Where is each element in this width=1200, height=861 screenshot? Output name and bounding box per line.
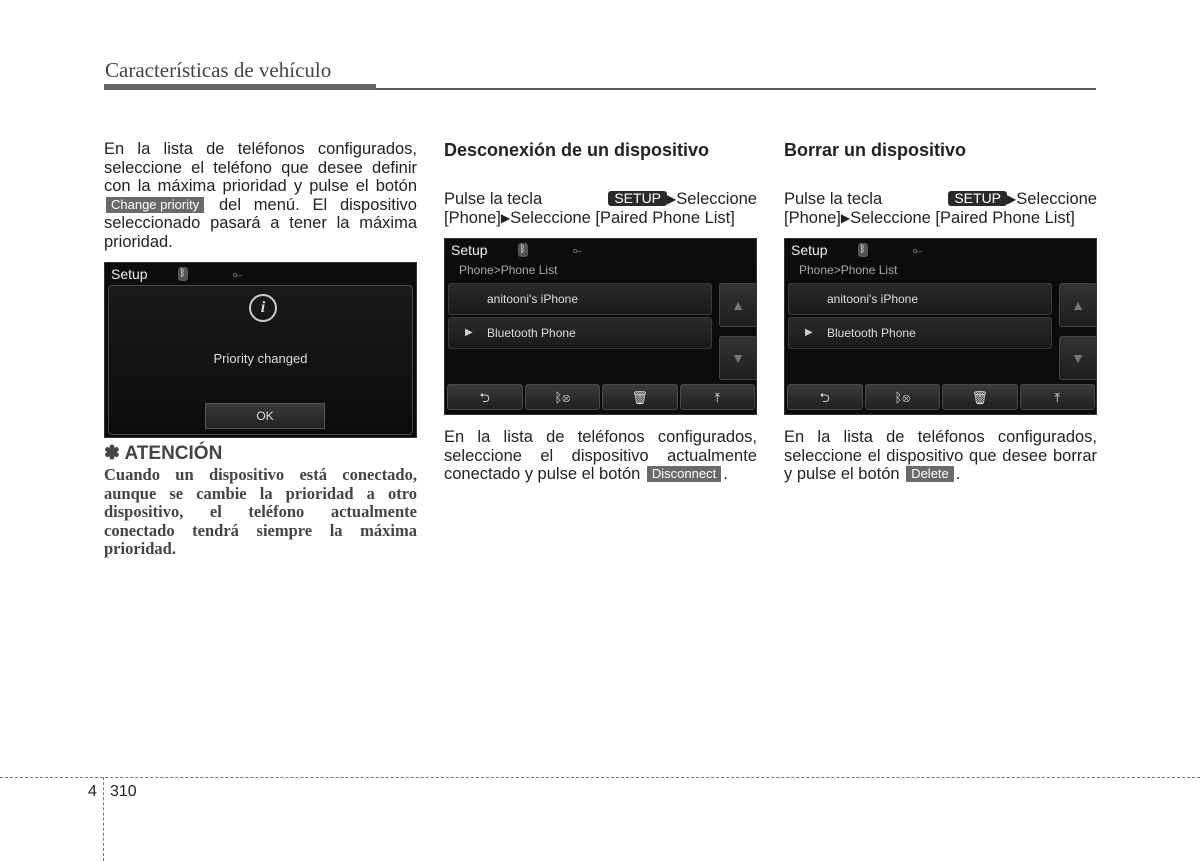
move-top-icon[interactable]: ⤒ (1020, 384, 1096, 410)
col2-heading: Desconexión de un dispositivo (444, 140, 710, 160)
bluetooth-icon: ᛒ (859, 244, 866, 255)
col2-phone-text: [Phone] (444, 208, 501, 227)
priority-dialog (108, 285, 413, 435)
page-header-title: Características de vehículo (105, 58, 332, 82)
col3-select-text: Seleccione (1016, 190, 1097, 208)
dialog-message: Priority changed (213, 351, 308, 366)
col2-pulse-text: Pulse la tecla (444, 190, 543, 208)
col2-select-text: Seleccione (676, 190, 757, 208)
arrow-icon: ▶ (1007, 192, 1017, 206)
arrow-icon: ▶ (667, 192, 677, 206)
play-icon: ▶ (805, 327, 813, 338)
scroll-up-button[interactable]: ▲ (1059, 283, 1097, 327)
back-icon[interactable]: ⮌ (447, 384, 523, 410)
scroll-down-button[interactable]: ▼ (1059, 336, 1097, 380)
bluetooth-icon: ᛒ (179, 268, 186, 279)
phone-list-screen-disconnect (444, 238, 757, 415)
list-item[interactable]: ▶ Bluetooth Phone (788, 317, 1052, 349)
arrow-icon: ▶ (500, 210, 511, 225)
disconnect-button: Disconnect (647, 466, 721, 482)
screen-bottom-bar (787, 384, 1095, 410)
phone-list-screen-delete (784, 238, 1097, 415)
screen-bottom-bar (447, 384, 755, 410)
info-icon: i (249, 294, 277, 322)
header-rule-thick (104, 84, 376, 90)
screen-status-bar (105, 263, 416, 285)
ok-button[interactable]: OK (205, 403, 325, 429)
usb-icon: ⟜ (912, 242, 923, 257)
screen-breadcrumb: Phone>Phone List (459, 263, 558, 277)
trash-icon[interactable]: 🗑 (602, 384, 678, 410)
col2-paragraph: En la lista de teléfonos configurados, seleccione el dispositivo actualmente conectado y pulse el botón Disconnect . (444, 428, 757, 483)
trash-icon[interactable]: 🗑 (942, 384, 1018, 410)
atencion-body: Cuando un dispositivo está conectado, aunque se cambie la prioridad a otro dispositivo, el teléfono actualmente conectado tendrá siempre la máxima prioridad. (104, 465, 417, 558)
priority-screen (104, 262, 417, 438)
col2-instructions (444, 190, 757, 227)
screen-title: Setup (791, 242, 828, 258)
footer-rule (0, 777, 1200, 778)
col3-pulse-text: Pulse la tecla (784, 190, 883, 208)
col2-paired-text: Seleccione [Paired Phone List] (510, 208, 735, 227)
col3-paired-text: Seleccione [Paired Phone List] (850, 208, 1075, 227)
col1-text-before: En la lista de teléfonos configurados, seleccione el teléfono que desee definir con la máxima prioridad y pulse el botón (104, 140, 417, 195)
chapter-number: 4 (88, 783, 97, 800)
setup-key: SETUP (948, 191, 1007, 206)
delete-button: Delete (906, 466, 954, 482)
setup-key: SETUP (608, 191, 667, 206)
bluetooth-disconnect-icon[interactable]: ᛒ⊗ (525, 384, 601, 410)
bluetooth-icon: ᛒ (519, 244, 526, 255)
play-icon: ▶ (465, 327, 473, 338)
header-rule-thin (376, 88, 1096, 90)
back-icon[interactable]: ⮌ (787, 384, 863, 410)
move-top-icon[interactable]: ⤒ (680, 384, 756, 410)
col1-text-after: del menú. El dispositivo seleccionado pasará a tener la máxima prioridad. (104, 195, 417, 251)
footer-divider (103, 777, 104, 861)
list-item[interactable]: anitooni's iPhone (448, 283, 712, 315)
scroll-up-button[interactable]: ▲ (719, 283, 757, 327)
col3-instructions (784, 190, 1097, 227)
arrow-icon: ▶ (840, 210, 851, 225)
list-item[interactable]: anitooni's iPhone (788, 283, 1052, 315)
screen-status-bar (785, 239, 1096, 261)
col3-heading: Borrar un dispositivo (784, 140, 967, 160)
screen-status-bar (445, 239, 756, 261)
usb-icon: ⟜ (572, 242, 583, 257)
scroll-down-button[interactable]: ▼ (719, 336, 757, 380)
col1-paragraph (104, 140, 417, 251)
screen-title: Setup (451, 242, 488, 258)
screen-breadcrumb: Phone>Phone List (799, 263, 898, 277)
screen-title: Setup (111, 266, 148, 282)
col3-phone-text: [Phone] (784, 208, 841, 227)
page-number: 310 (110, 783, 137, 800)
col3-paragraph: En la lista de teléfonos configurados, seleccione el dispositivo que desee borrar y pulse el botón Delete . (784, 428, 1097, 483)
bluetooth-disconnect-icon[interactable]: ᛒ⊗ (865, 384, 941, 410)
atencion-title: ✽ ATENCIÓN (104, 443, 223, 464)
usb-icon: ⟜ (232, 266, 243, 281)
list-item[interactable]: ▶ Bluetooth Phone (448, 317, 712, 349)
change-priority-button: Change priority (106, 197, 204, 213)
